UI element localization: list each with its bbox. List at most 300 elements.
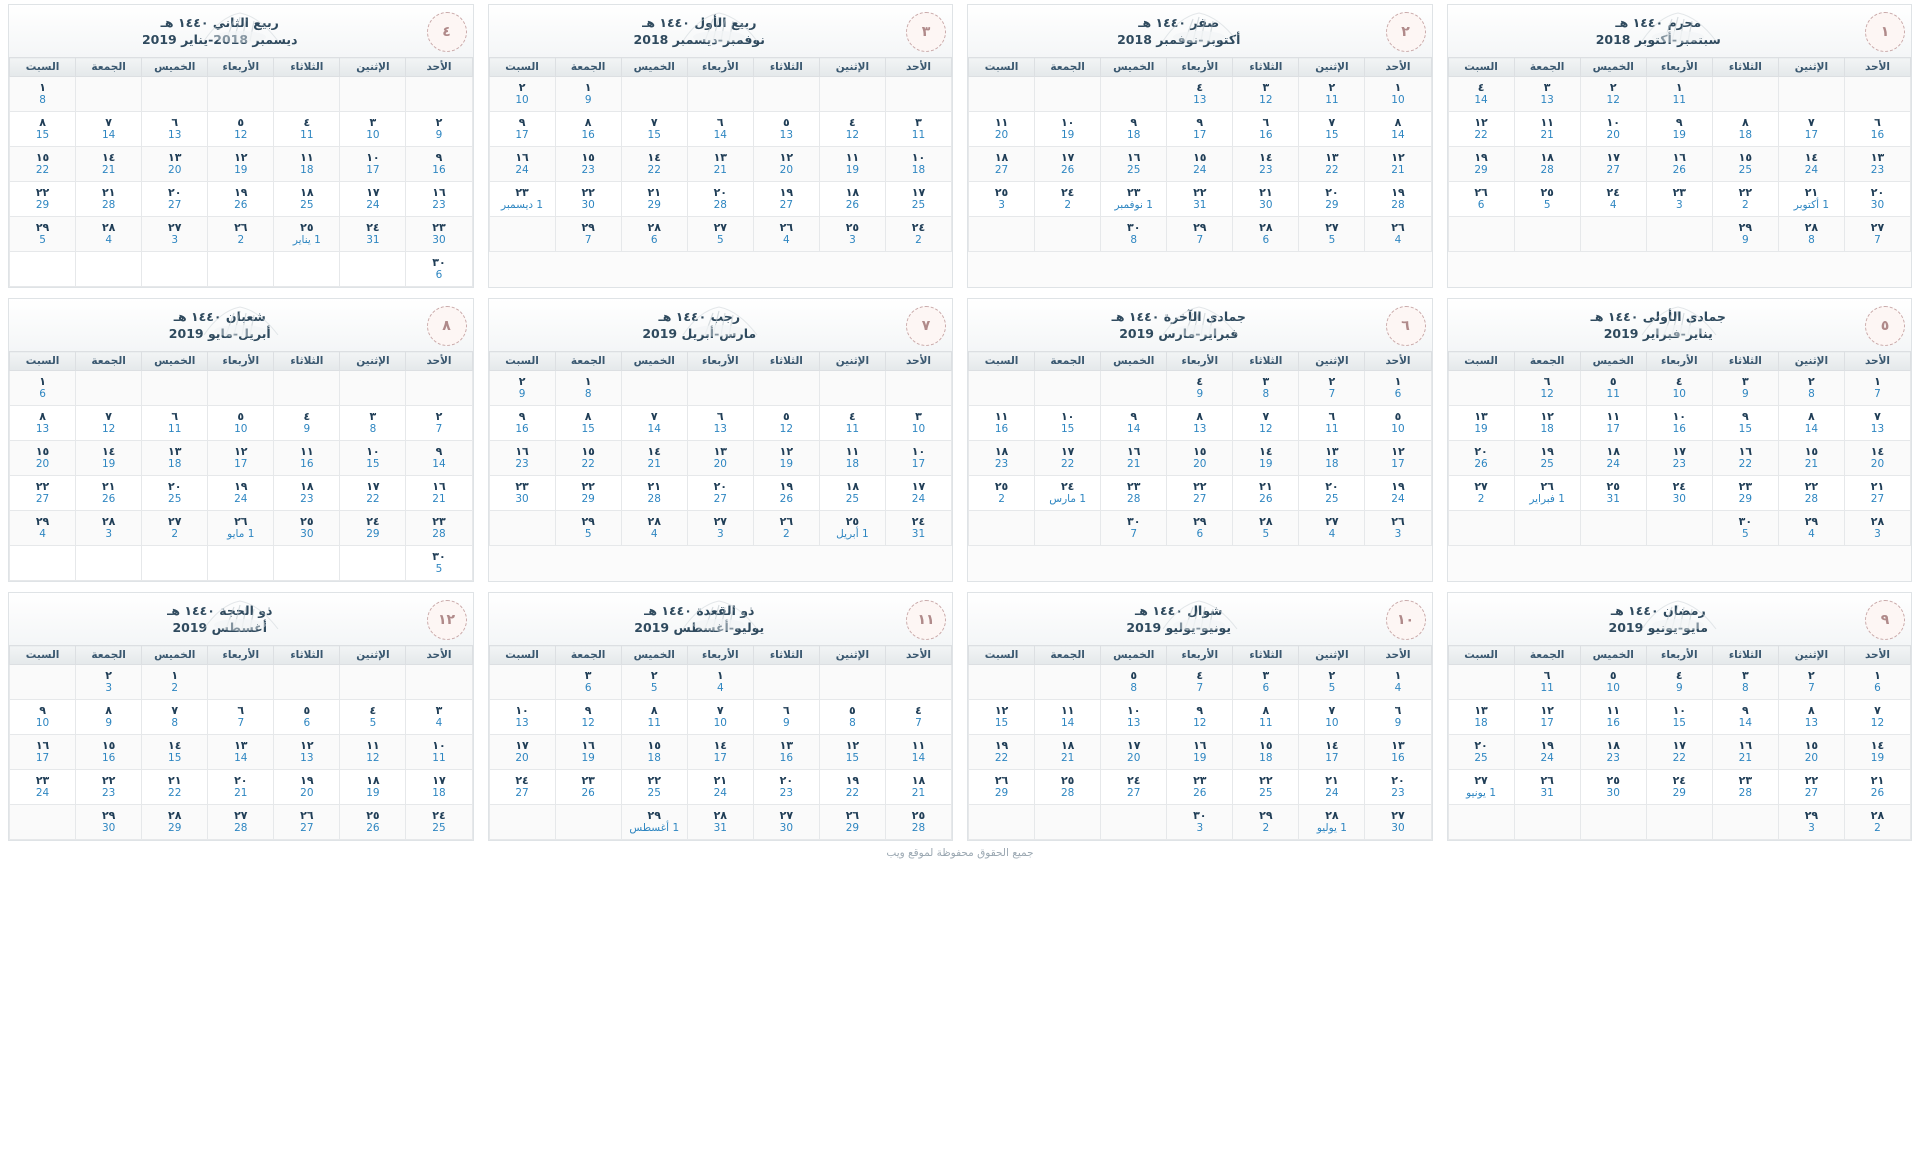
day-cell[interactable] bbox=[687, 735, 753, 770]
day-cell[interactable] bbox=[406, 700, 472, 735]
day-cell[interactable] bbox=[76, 805, 142, 840]
day-cell[interactable] bbox=[1712, 406, 1778, 441]
day-cell[interactable] bbox=[819, 406, 885, 441]
day-cell[interactable] bbox=[1101, 770, 1167, 805]
day-cell[interactable] bbox=[819, 770, 885, 805]
day-cell[interactable] bbox=[1514, 770, 1580, 805]
day-cell[interactable] bbox=[1167, 665, 1233, 700]
day-cell[interactable] bbox=[274, 476, 340, 511]
day-cell[interactable] bbox=[1035, 112, 1101, 147]
day-cell[interactable] bbox=[1778, 805, 1844, 840]
day-cell[interactable] bbox=[1844, 665, 1910, 700]
day-cell[interactable] bbox=[340, 735, 406, 770]
day-cell[interactable] bbox=[1514, 182, 1580, 217]
day-cell[interactable] bbox=[274, 511, 340, 546]
day-cell[interactable] bbox=[1101, 182, 1167, 217]
day-cell[interactable] bbox=[406, 182, 472, 217]
day-cell[interactable] bbox=[1778, 217, 1844, 252]
day-cell[interactable] bbox=[76, 476, 142, 511]
day-cell[interactable] bbox=[142, 770, 208, 805]
day-cell[interactable] bbox=[10, 147, 76, 182]
day-cell[interactable] bbox=[208, 511, 274, 546]
day-cell[interactable] bbox=[274, 700, 340, 735]
day-cell[interactable] bbox=[753, 217, 819, 252]
day-cell[interactable] bbox=[340, 217, 406, 252]
day-cell[interactable] bbox=[1778, 406, 1844, 441]
day-cell[interactable] bbox=[555, 511, 621, 546]
day-cell[interactable] bbox=[406, 252, 472, 287]
day-cell[interactable] bbox=[1514, 441, 1580, 476]
day-cell[interactable] bbox=[1365, 371, 1431, 406]
day-cell[interactable] bbox=[555, 700, 621, 735]
day-cell[interactable] bbox=[406, 112, 472, 147]
day-cell[interactable] bbox=[1365, 406, 1431, 441]
day-cell[interactable] bbox=[753, 805, 819, 840]
day-cell[interactable] bbox=[10, 441, 76, 476]
day-cell[interactable] bbox=[621, 182, 687, 217]
day-cell[interactable] bbox=[969, 182, 1035, 217]
day-cell[interactable] bbox=[819, 441, 885, 476]
day-cell[interactable] bbox=[1035, 476, 1101, 511]
day-cell[interactable] bbox=[274, 182, 340, 217]
day-cell[interactable] bbox=[1233, 735, 1299, 770]
day-cell[interactable] bbox=[1844, 406, 1910, 441]
day-cell[interactable] bbox=[1233, 406, 1299, 441]
day-cell[interactable] bbox=[208, 770, 274, 805]
day-cell[interactable] bbox=[1580, 406, 1646, 441]
day-cell[interactable] bbox=[555, 476, 621, 511]
day-cell[interactable] bbox=[1778, 770, 1844, 805]
day-cell[interactable] bbox=[489, 476, 555, 511]
day-cell[interactable] bbox=[1299, 112, 1365, 147]
day-cell[interactable] bbox=[1712, 476, 1778, 511]
day-cell[interactable] bbox=[406, 441, 472, 476]
day-cell[interactable] bbox=[687, 700, 753, 735]
day-cell[interactable] bbox=[142, 217, 208, 252]
day-cell[interactable] bbox=[142, 735, 208, 770]
day-cell[interactable] bbox=[1514, 700, 1580, 735]
day-cell[interactable] bbox=[885, 511, 951, 546]
day-cell[interactable] bbox=[687, 805, 753, 840]
day-cell[interactable] bbox=[76, 112, 142, 147]
day-cell[interactable] bbox=[1580, 112, 1646, 147]
day-cell[interactable] bbox=[1299, 406, 1365, 441]
day-cell[interactable] bbox=[340, 112, 406, 147]
day-cell[interactable] bbox=[208, 735, 274, 770]
day-cell[interactable] bbox=[753, 182, 819, 217]
day-cell[interactable] bbox=[1580, 77, 1646, 112]
day-cell[interactable] bbox=[1514, 77, 1580, 112]
day-cell[interactable] bbox=[555, 406, 621, 441]
day-cell[interactable] bbox=[1646, 665, 1712, 700]
day-cell[interactable] bbox=[969, 735, 1035, 770]
day-cell[interactable] bbox=[555, 112, 621, 147]
day-cell[interactable] bbox=[274, 217, 340, 252]
day-cell[interactable] bbox=[274, 735, 340, 770]
day-cell[interactable] bbox=[1299, 511, 1365, 546]
day-cell[interactable] bbox=[208, 217, 274, 252]
day-cell[interactable] bbox=[1365, 476, 1431, 511]
day-cell[interactable] bbox=[1580, 665, 1646, 700]
day-cell[interactable] bbox=[142, 700, 208, 735]
day-cell[interactable] bbox=[1778, 511, 1844, 546]
day-cell[interactable] bbox=[1167, 147, 1233, 182]
day-cell[interactable] bbox=[621, 700, 687, 735]
day-cell[interactable] bbox=[340, 406, 406, 441]
day-cell[interactable] bbox=[753, 735, 819, 770]
day-cell[interactable] bbox=[10, 371, 76, 406]
day-cell[interactable] bbox=[406, 546, 472, 581]
day-cell[interactable] bbox=[208, 406, 274, 441]
day-cell[interactable] bbox=[687, 182, 753, 217]
day-cell[interactable] bbox=[819, 182, 885, 217]
day-cell[interactable] bbox=[753, 112, 819, 147]
day-cell[interactable] bbox=[753, 147, 819, 182]
day-cell[interactable] bbox=[1514, 147, 1580, 182]
day-cell[interactable] bbox=[10, 182, 76, 217]
day-cell[interactable] bbox=[885, 406, 951, 441]
day-cell[interactable] bbox=[1844, 735, 1910, 770]
day-cell[interactable] bbox=[208, 147, 274, 182]
day-cell[interactable] bbox=[1233, 112, 1299, 147]
day-cell[interactable] bbox=[1167, 441, 1233, 476]
day-cell[interactable] bbox=[1580, 182, 1646, 217]
day-cell[interactable] bbox=[208, 441, 274, 476]
day-cell[interactable] bbox=[142, 511, 208, 546]
day-cell[interactable] bbox=[885, 182, 951, 217]
day-cell[interactable] bbox=[555, 182, 621, 217]
day-cell[interactable] bbox=[1514, 735, 1580, 770]
day-cell[interactable] bbox=[1101, 147, 1167, 182]
day-cell[interactable] bbox=[1448, 77, 1514, 112]
day-cell[interactable] bbox=[1646, 182, 1712, 217]
day-cell[interactable] bbox=[885, 217, 951, 252]
day-cell[interactable] bbox=[969, 147, 1035, 182]
day-cell[interactable] bbox=[621, 476, 687, 511]
day-cell[interactable] bbox=[1365, 770, 1431, 805]
day-cell[interactable] bbox=[555, 441, 621, 476]
day-cell[interactable] bbox=[1299, 371, 1365, 406]
day-cell[interactable] bbox=[1778, 665, 1844, 700]
day-cell[interactable] bbox=[1712, 147, 1778, 182]
day-cell[interactable] bbox=[1778, 735, 1844, 770]
day-cell[interactable] bbox=[1233, 700, 1299, 735]
day-cell[interactable] bbox=[1712, 371, 1778, 406]
day-cell[interactable] bbox=[1646, 441, 1712, 476]
day-cell[interactable] bbox=[555, 665, 621, 700]
day-cell[interactable] bbox=[1646, 700, 1712, 735]
day-cell[interactable] bbox=[555, 77, 621, 112]
day-cell[interactable] bbox=[406, 147, 472, 182]
day-cell[interactable] bbox=[1365, 511, 1431, 546]
day-cell[interactable] bbox=[1233, 665, 1299, 700]
day-cell[interactable] bbox=[1167, 77, 1233, 112]
day-cell[interactable] bbox=[687, 406, 753, 441]
day-cell[interactable] bbox=[1844, 476, 1910, 511]
day-cell[interactable] bbox=[10, 217, 76, 252]
day-cell[interactable] bbox=[819, 147, 885, 182]
day-cell[interactable] bbox=[142, 441, 208, 476]
day-cell[interactable] bbox=[1167, 770, 1233, 805]
day-cell[interactable] bbox=[819, 112, 885, 147]
day-cell[interactable] bbox=[1844, 770, 1910, 805]
day-cell[interactable] bbox=[969, 441, 1035, 476]
day-cell[interactable] bbox=[489, 147, 555, 182]
day-cell[interactable] bbox=[621, 805, 687, 840]
day-cell[interactable] bbox=[274, 406, 340, 441]
day-cell[interactable] bbox=[819, 805, 885, 840]
day-cell[interactable] bbox=[1646, 77, 1712, 112]
day-cell[interactable] bbox=[621, 147, 687, 182]
day-cell[interactable] bbox=[340, 147, 406, 182]
day-cell[interactable] bbox=[1101, 112, 1167, 147]
day-cell[interactable] bbox=[819, 735, 885, 770]
day-cell[interactable] bbox=[1365, 805, 1431, 840]
day-cell[interactable] bbox=[142, 112, 208, 147]
day-cell[interactable] bbox=[274, 147, 340, 182]
day-cell[interactable] bbox=[1233, 805, 1299, 840]
day-cell[interactable] bbox=[819, 700, 885, 735]
day-cell[interactable] bbox=[1299, 700, 1365, 735]
day-cell[interactable] bbox=[274, 112, 340, 147]
day-cell[interactable] bbox=[76, 511, 142, 546]
day-cell[interactable] bbox=[885, 476, 951, 511]
day-cell[interactable] bbox=[1167, 217, 1233, 252]
day-cell[interactable] bbox=[340, 805, 406, 840]
day-cell[interactable] bbox=[406, 735, 472, 770]
day-cell[interactable] bbox=[1167, 476, 1233, 511]
day-cell[interactable] bbox=[969, 700, 1035, 735]
day-cell[interactable] bbox=[1299, 770, 1365, 805]
day-cell[interactable] bbox=[819, 476, 885, 511]
day-cell[interactable] bbox=[621, 112, 687, 147]
day-cell[interactable] bbox=[1167, 511, 1233, 546]
day-cell[interactable] bbox=[1167, 182, 1233, 217]
day-cell[interactable] bbox=[1712, 770, 1778, 805]
day-cell[interactable] bbox=[1167, 406, 1233, 441]
day-cell[interactable] bbox=[1233, 511, 1299, 546]
day-cell[interactable] bbox=[76, 182, 142, 217]
day-cell[interactable] bbox=[1448, 770, 1514, 805]
day-cell[interactable] bbox=[687, 770, 753, 805]
day-cell[interactable] bbox=[340, 700, 406, 735]
day-cell[interactable] bbox=[1101, 700, 1167, 735]
day-cell[interactable] bbox=[10, 511, 76, 546]
day-cell[interactable] bbox=[1167, 735, 1233, 770]
day-cell[interactable] bbox=[1299, 217, 1365, 252]
day-cell[interactable] bbox=[1233, 147, 1299, 182]
day-cell[interactable] bbox=[10, 476, 76, 511]
day-cell[interactable] bbox=[1035, 770, 1101, 805]
day-cell[interactable] bbox=[1778, 700, 1844, 735]
day-cell[interactable] bbox=[142, 805, 208, 840]
day-cell[interactable] bbox=[1778, 182, 1844, 217]
day-cell[interactable] bbox=[1233, 770, 1299, 805]
day-cell[interactable] bbox=[1448, 406, 1514, 441]
day-cell[interactable] bbox=[76, 700, 142, 735]
day-cell[interactable] bbox=[1233, 182, 1299, 217]
day-cell[interactable] bbox=[687, 217, 753, 252]
day-cell[interactable] bbox=[489, 406, 555, 441]
day-cell[interactable] bbox=[1233, 217, 1299, 252]
day-cell[interactable] bbox=[1580, 147, 1646, 182]
day-cell[interactable] bbox=[1233, 476, 1299, 511]
day-cell[interactable] bbox=[753, 511, 819, 546]
day-cell[interactable] bbox=[1299, 441, 1365, 476]
day-cell[interactable] bbox=[969, 476, 1035, 511]
day-cell[interactable] bbox=[1035, 182, 1101, 217]
day-cell[interactable] bbox=[1167, 805, 1233, 840]
day-cell[interactable] bbox=[969, 112, 1035, 147]
day-cell[interactable] bbox=[621, 665, 687, 700]
day-cell[interactable] bbox=[1299, 77, 1365, 112]
day-cell[interactable] bbox=[555, 371, 621, 406]
day-cell[interactable] bbox=[1646, 371, 1712, 406]
day-cell[interactable] bbox=[1101, 735, 1167, 770]
day-cell[interactable] bbox=[489, 770, 555, 805]
day-cell[interactable] bbox=[555, 735, 621, 770]
day-cell[interactable] bbox=[687, 665, 753, 700]
day-cell[interactable] bbox=[1233, 441, 1299, 476]
day-cell[interactable] bbox=[1844, 217, 1910, 252]
day-cell[interactable] bbox=[885, 700, 951, 735]
day-cell[interactable] bbox=[1448, 147, 1514, 182]
day-cell[interactable] bbox=[687, 441, 753, 476]
day-cell[interactable] bbox=[1844, 371, 1910, 406]
day-cell[interactable] bbox=[1167, 371, 1233, 406]
day-cell[interactable] bbox=[621, 441, 687, 476]
day-cell[interactable] bbox=[555, 217, 621, 252]
day-cell[interactable] bbox=[1514, 406, 1580, 441]
day-cell[interactable] bbox=[753, 770, 819, 805]
day-cell[interactable] bbox=[1712, 511, 1778, 546]
day-cell[interactable] bbox=[621, 217, 687, 252]
day-cell[interactable] bbox=[1778, 441, 1844, 476]
day-cell[interactable] bbox=[76, 147, 142, 182]
day-cell[interactable] bbox=[1299, 665, 1365, 700]
day-cell[interactable] bbox=[489, 735, 555, 770]
day-cell[interactable] bbox=[1844, 700, 1910, 735]
day-cell[interactable] bbox=[1299, 805, 1365, 840]
day-cell[interactable] bbox=[885, 147, 951, 182]
day-cell[interactable] bbox=[885, 770, 951, 805]
day-cell[interactable] bbox=[76, 735, 142, 770]
day-cell[interactable] bbox=[819, 511, 885, 546]
day-cell[interactable] bbox=[1448, 182, 1514, 217]
day-cell[interactable] bbox=[489, 112, 555, 147]
day-cell[interactable] bbox=[10, 406, 76, 441]
day-cell[interactable] bbox=[10, 77, 76, 112]
day-cell[interactable] bbox=[1778, 371, 1844, 406]
day-cell[interactable] bbox=[1712, 441, 1778, 476]
day-cell[interactable] bbox=[76, 406, 142, 441]
day-cell[interactable] bbox=[406, 770, 472, 805]
day-cell[interactable] bbox=[208, 476, 274, 511]
day-cell[interactable] bbox=[555, 147, 621, 182]
day-cell[interactable] bbox=[1712, 700, 1778, 735]
day-cell[interactable] bbox=[1299, 476, 1365, 511]
day-cell[interactable] bbox=[1712, 735, 1778, 770]
day-cell[interactable] bbox=[1233, 77, 1299, 112]
day-cell[interactable] bbox=[142, 476, 208, 511]
day-cell[interactable] bbox=[1514, 112, 1580, 147]
day-cell[interactable] bbox=[1365, 182, 1431, 217]
day-cell[interactable] bbox=[1035, 147, 1101, 182]
day-cell[interactable] bbox=[885, 112, 951, 147]
day-cell[interactable] bbox=[340, 476, 406, 511]
day-cell[interactable] bbox=[1580, 735, 1646, 770]
day-cell[interactable] bbox=[1167, 700, 1233, 735]
day-cell[interactable] bbox=[1448, 735, 1514, 770]
day-cell[interactable] bbox=[753, 406, 819, 441]
day-cell[interactable] bbox=[1514, 476, 1580, 511]
day-cell[interactable] bbox=[1365, 700, 1431, 735]
day-cell[interactable] bbox=[1448, 476, 1514, 511]
day-cell[interactable] bbox=[1101, 511, 1167, 546]
day-cell[interactable] bbox=[489, 182, 555, 217]
day-cell[interactable] bbox=[1448, 441, 1514, 476]
day-cell[interactable] bbox=[1844, 182, 1910, 217]
day-cell[interactable] bbox=[1580, 371, 1646, 406]
day-cell[interactable] bbox=[1101, 665, 1167, 700]
day-cell[interactable] bbox=[753, 700, 819, 735]
day-cell[interactable] bbox=[1646, 735, 1712, 770]
day-cell[interactable] bbox=[555, 770, 621, 805]
day-cell[interactable] bbox=[1646, 147, 1712, 182]
day-cell[interactable] bbox=[1035, 406, 1101, 441]
day-cell[interactable] bbox=[1646, 406, 1712, 441]
day-cell[interactable] bbox=[1844, 147, 1910, 182]
day-cell[interactable] bbox=[1778, 476, 1844, 511]
day-cell[interactable] bbox=[208, 805, 274, 840]
day-cell[interactable] bbox=[76, 665, 142, 700]
day-cell[interactable] bbox=[208, 112, 274, 147]
day-cell[interactable] bbox=[76, 441, 142, 476]
day-cell[interactable] bbox=[687, 147, 753, 182]
day-cell[interactable] bbox=[687, 112, 753, 147]
day-cell[interactable] bbox=[1778, 112, 1844, 147]
day-cell[interactable] bbox=[819, 217, 885, 252]
day-cell[interactable] bbox=[1365, 441, 1431, 476]
day-cell[interactable] bbox=[208, 700, 274, 735]
day-cell[interactable] bbox=[969, 770, 1035, 805]
day-cell[interactable] bbox=[1580, 441, 1646, 476]
day-cell[interactable] bbox=[1844, 511, 1910, 546]
day-cell[interactable] bbox=[1101, 476, 1167, 511]
day-cell[interactable] bbox=[687, 511, 753, 546]
day-cell[interactable] bbox=[274, 770, 340, 805]
day-cell[interactable] bbox=[1580, 770, 1646, 805]
day-cell[interactable] bbox=[1299, 147, 1365, 182]
day-cell[interactable] bbox=[274, 441, 340, 476]
day-cell[interactable] bbox=[1299, 735, 1365, 770]
day-cell[interactable] bbox=[1448, 112, 1514, 147]
day-cell[interactable] bbox=[1233, 371, 1299, 406]
day-cell[interactable] bbox=[621, 406, 687, 441]
day-cell[interactable] bbox=[76, 770, 142, 805]
day-cell[interactable] bbox=[406, 217, 472, 252]
day-cell[interactable] bbox=[1101, 441, 1167, 476]
day-cell[interactable] bbox=[1844, 441, 1910, 476]
day-cell[interactable] bbox=[142, 406, 208, 441]
day-cell[interactable] bbox=[1101, 217, 1167, 252]
day-cell[interactable] bbox=[1844, 112, 1910, 147]
day-cell[interactable] bbox=[406, 406, 472, 441]
day-cell[interactable] bbox=[1365, 735, 1431, 770]
day-cell[interactable] bbox=[406, 476, 472, 511]
day-cell[interactable] bbox=[489, 441, 555, 476]
day-cell[interactable] bbox=[340, 770, 406, 805]
